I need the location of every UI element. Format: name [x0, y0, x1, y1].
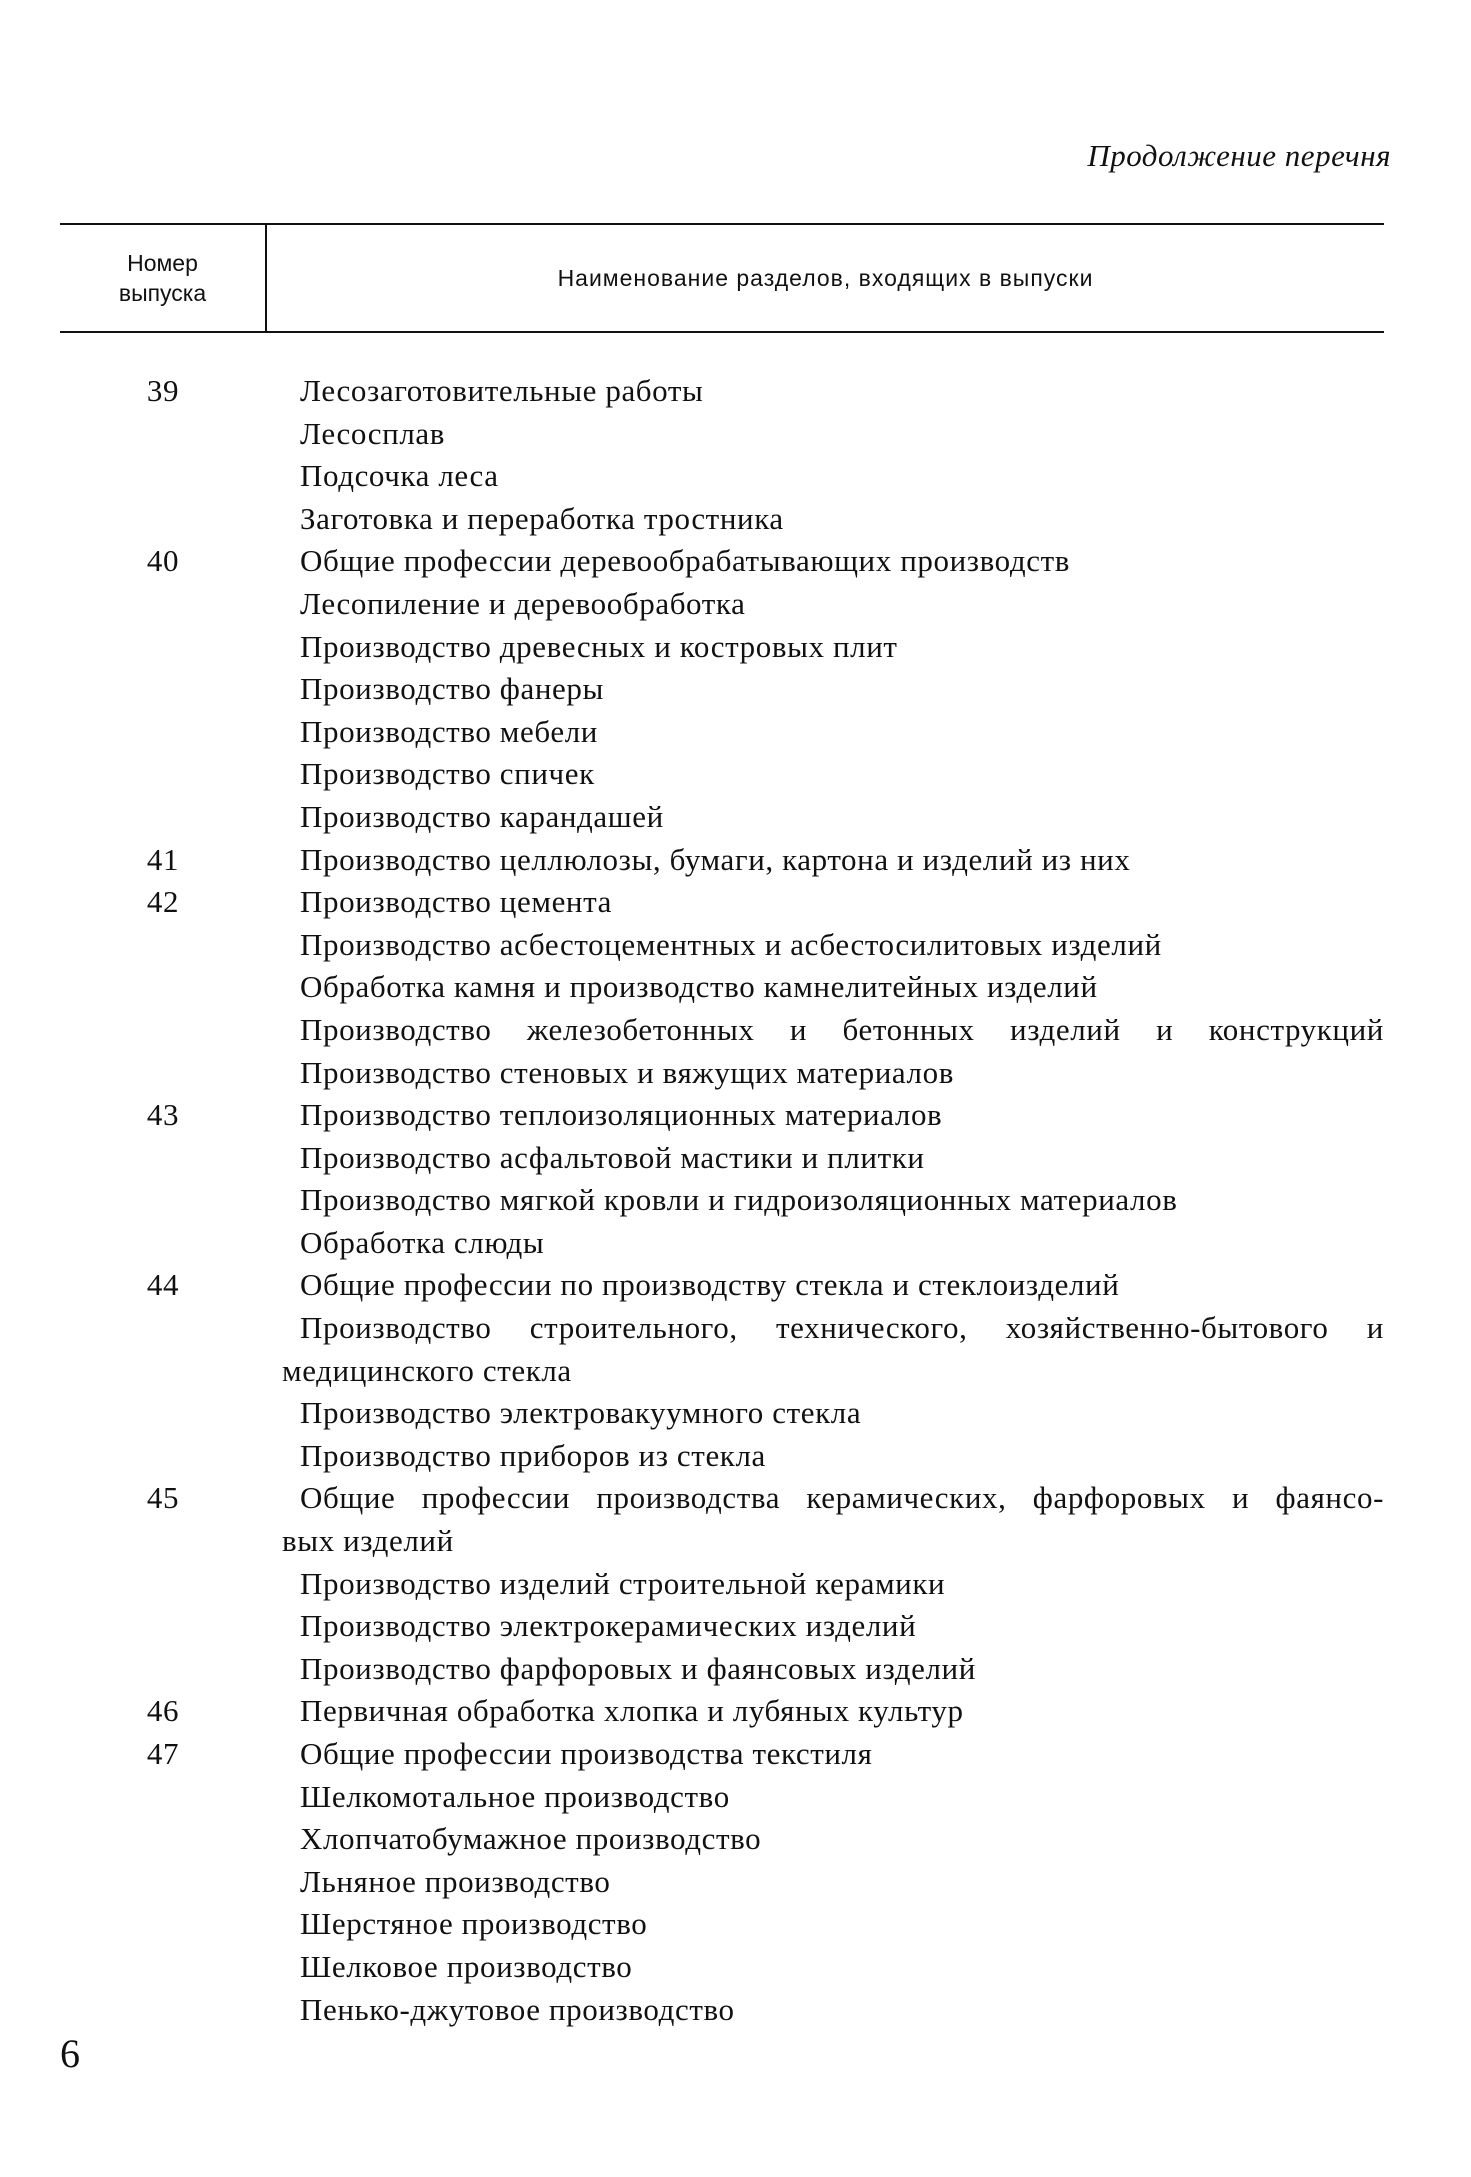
- section-name: Производство изделий строительной керамики: [300, 1565, 946, 1601]
- issue-number: 40: [146, 543, 180, 579]
- table-row: [0, 1690, 1471, 1733]
- section-name: Подсочка леса: [300, 458, 499, 494]
- table-row: [0, 413, 1471, 456]
- section-name: Шелкомотальное производство: [300, 1778, 730, 1814]
- issue-number: 44: [146, 1267, 180, 1303]
- table-row: [0, 1861, 1471, 1904]
- table-row: [0, 626, 1471, 669]
- table-body: [0, 370, 1471, 2031]
- section-name: Обработка слюды: [300, 1224, 545, 1260]
- table-row: [0, 1137, 1471, 1180]
- table-row: [0, 1435, 1471, 1478]
- section-name: Производство стеновых и вяжущих материалов: [300, 1054, 954, 1090]
- table-row: [0, 796, 1471, 839]
- table-row: [0, 668, 1471, 711]
- table-row: [0, 498, 1471, 541]
- table-row: [0, 881, 1471, 924]
- section-name: Пенько-джутовое производство: [300, 1991, 735, 2027]
- table-row: [0, 1563, 1471, 1606]
- section-name: Общие профессии деревообрабатывающих производств: [300, 543, 1070, 579]
- table-row: [0, 753, 1471, 796]
- table-row: [0, 711, 1471, 754]
- section-name: Производство мебели: [300, 713, 598, 749]
- table-row: [0, 1818, 1471, 1861]
- section-name: Производство карандашей: [300, 798, 664, 834]
- section-name: Производство цемента: [300, 884, 613, 920]
- section-name: Производство строительного, технического, хозяйственно-бытового и: [300, 1310, 1384, 1346]
- table-row: [0, 924, 1471, 967]
- table-row: [0, 455, 1471, 498]
- issue-number: 39: [146, 373, 180, 408]
- section-name: Производство теплоизоляционных материалов: [300, 1097, 943, 1133]
- section-name: Общие профессии производства текстиля: [300, 1736, 873, 1771]
- table-row: [0, 1520, 1471, 1563]
- issue-number: 45: [146, 1480, 180, 1516]
- section-name: Заготовка и переработка тростника: [300, 500, 784, 536]
- section-name: Шерстяное производство: [300, 1906, 648, 1942]
- table-row: [0, 1477, 1471, 1520]
- issue-number: 43: [146, 1097, 180, 1133]
- table-row: [0, 370, 1471, 413]
- table-row: [0, 583, 1471, 626]
- table-row: [0, 1350, 1471, 1393]
- section-name: Шелковое производство: [300, 1948, 633, 1984]
- section-name: Производство асфальтовой мастики и плитки: [300, 1139, 925, 1175]
- table-row: [0, 1605, 1471, 1648]
- section-name: медицинского стекла: [282, 1352, 572, 1388]
- table-row: [0, 1392, 1471, 1435]
- table-header: [60, 223, 1384, 333]
- column-header-name: Наименование разделов, входящих в выпуски: [557, 264, 1094, 291]
- table-row: [0, 1052, 1471, 1095]
- section-name: Обработка камня и производство камнелитейных изделий: [300, 969, 1098, 1005]
- section-name: Лесозаготовительные работы: [300, 373, 704, 408]
- table-row: [0, 1179, 1471, 1222]
- section-name: Производство электрокерамических изделий: [300, 1608, 917, 1644]
- table-row: [0, 1946, 1471, 1989]
- section-name: Производство приборов из стекла: [300, 1437, 766, 1473]
- section-name: Общие профессии производства керамических, фарфоровых и фаянсо-: [300, 1480, 1384, 1516]
- section-name: Производство мягкой кровли и гидроизоляционных материалов: [300, 1182, 1178, 1218]
- table-row: [0, 1903, 1471, 1946]
- table-row: [0, 1009, 1471, 1052]
- section-name: Производство древесных и костровых плит: [300, 628, 898, 664]
- section-name: Производство железобетонных и бетонных изделий и конструкций: [300, 1011, 1384, 1047]
- section-name: Производство фанеры: [300, 671, 604, 707]
- table-row: [0, 966, 1471, 1009]
- section-name: Льняное производство: [300, 1863, 611, 1899]
- page-number: 6: [60, 2031, 80, 2076]
- issue-number: 46: [146, 1693, 180, 1729]
- table-row: [0, 540, 1471, 583]
- table-row: [0, 839, 1471, 882]
- section-name: Производство целлюлозы, бумаги, картона и изделий из них: [300, 841, 1131, 877]
- issue-number: 47: [146, 1736, 180, 1771]
- table-row: [0, 1307, 1471, 1350]
- issue-number: 42: [146, 884, 180, 920]
- section-name: Лесопиление и деревообработка: [300, 585, 746, 621]
- section-name: Первичная обработка хлопка и лубяных культур: [300, 1693, 964, 1729]
- table-row: [0, 1776, 1471, 1819]
- issue-number: 41: [146, 841, 180, 877]
- table-row: [0, 1989, 1471, 2032]
- section-name: Производство асбестоцементных и асбестосилитовых изделий: [300, 926, 1162, 962]
- section-name: Производство спичек: [300, 756, 595, 792]
- section-name: Общие профессии по производству стекла и стеклоизделий: [300, 1267, 1120, 1303]
- section-name: Производство электровакуумного стекла: [300, 1395, 862, 1431]
- section-name: Лесосплав: [300, 415, 445, 451]
- section-name: Производство фарфоровых и фаянсовых изделий: [300, 1650, 976, 1686]
- table-row: [0, 1222, 1471, 1265]
- column-header-number: Номер выпуска: [60, 225, 267, 331]
- table-row: [0, 1264, 1471, 1307]
- table-row: [0, 1648, 1471, 1691]
- table-row: [0, 1733, 1471, 1776]
- section-name: вых изделий: [282, 1523, 454, 1559]
- table-row: [0, 1094, 1471, 1137]
- continuation-title: Продолжение перечня: [1087, 138, 1391, 173]
- section-name: Хлопчатобумажное производство: [300, 1821, 762, 1857]
